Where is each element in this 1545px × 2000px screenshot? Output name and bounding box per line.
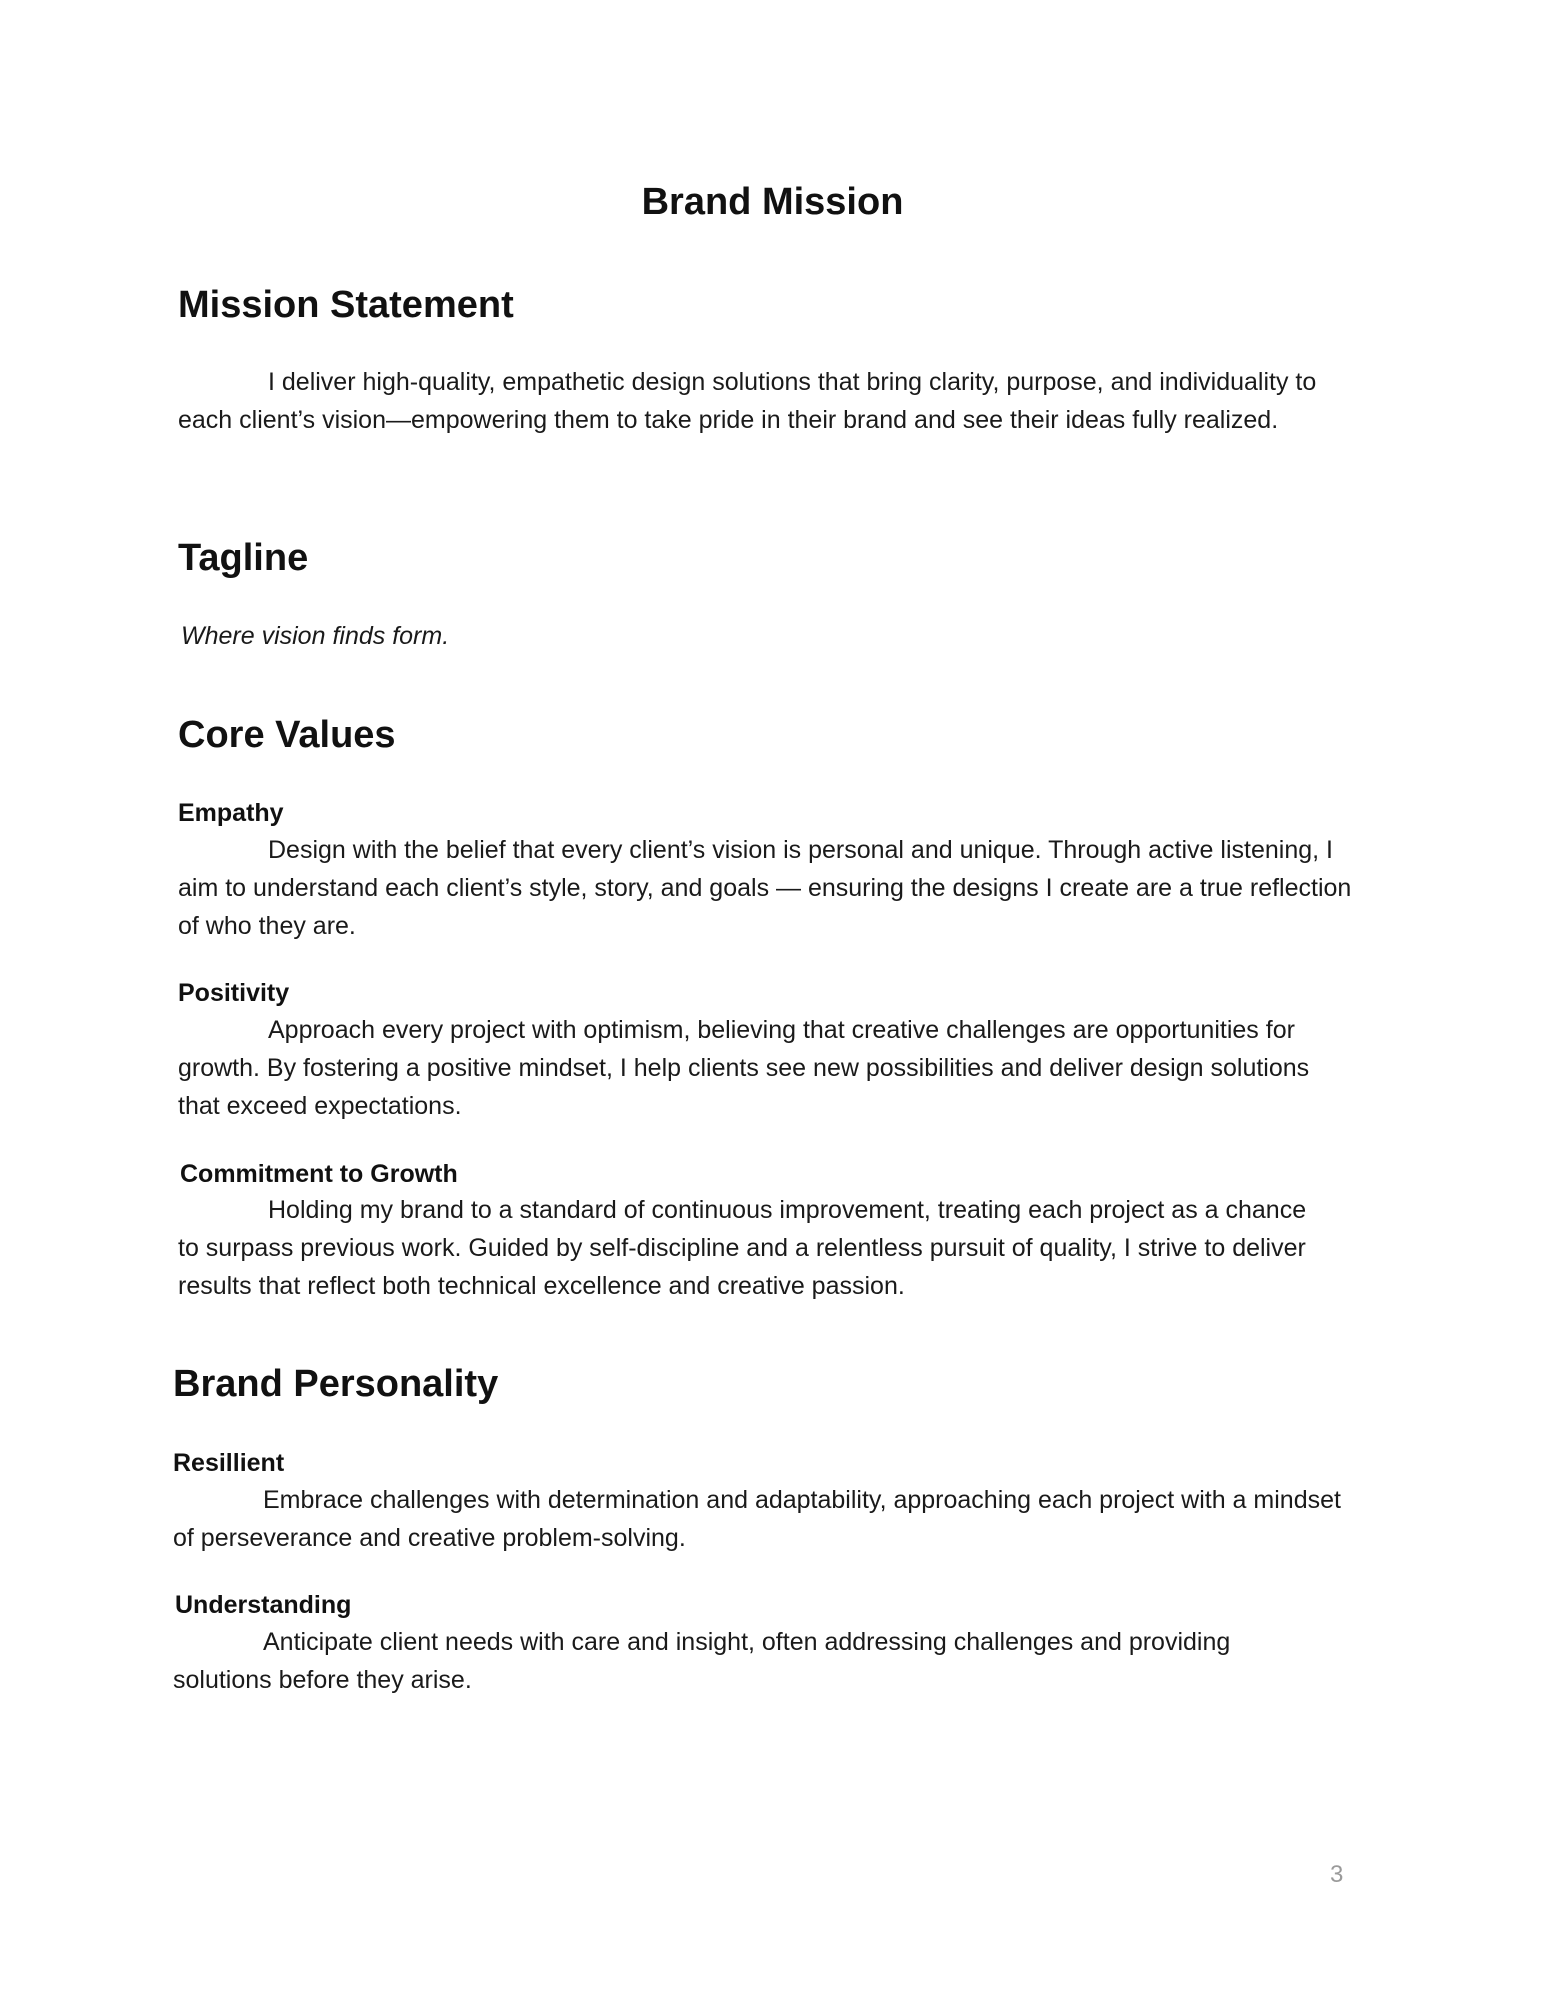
mission-statement-heading: Mission Statement (178, 284, 514, 326)
mission-statement-text: I deliver high-quality, empathetic design solutions that bring clarity, purpose, and individuality to each client’s vision—empowering them to take pride in their brand and see their ideas fully realized. (178, 368, 1317, 434)
personality-title-resillient: Resillient (173, 1449, 285, 1477)
core-value-text-commitment: Holding my brand to a standard of continuous improvement, treating each project as a chance to surpass previous work. Guided by self-discipline and a relentless pursuit of quality, I strive to deliver results that reflect both technical excellence and creative passion. (178, 1196, 1307, 1300)
personality-text-resillient: Embrace challenges with determination and adaptability, approaching each project with a mindset of perseverance and creative problem-solving. (173, 1486, 1341, 1552)
core-value-title-empathy: Empathy (178, 799, 284, 827)
brand-personality-heading: Brand Personality (173, 1363, 499, 1405)
page-number: 3 (1330, 1861, 1344, 1888)
tagline-text: Where vision finds form. (181, 622, 450, 650)
personality-title-understanding: Understanding (175, 1591, 352, 1619)
personality-text-understanding: Anticipate client needs with care and insight, often addressing challenges and providing solutions before they arise. (173, 1628, 1231, 1694)
page-title: Brand Mission (641, 181, 904, 223)
core-values-heading: Core Values (178, 714, 396, 756)
tagline-heading: Tagline (178, 537, 309, 579)
core-value-title-commitment: Commitment to Growth (180, 1160, 458, 1188)
core-value-title-positivity: Positivity (178, 979, 290, 1007)
core-value-text-positivity: Approach every project with optimism, believing that creative challenges are opportunities for growth. By fostering a positive mindset, I help clients see new possibilities and deliver design solutions that exceed expectations. (178, 1016, 1310, 1120)
core-value-text-empathy: Design with the belief that every client’s vision is personal and unique. Through active listening, I aim to understand each client’s style, story, and goals — ensuring the designs I create are a true reflection of who they are. (178, 836, 1352, 940)
